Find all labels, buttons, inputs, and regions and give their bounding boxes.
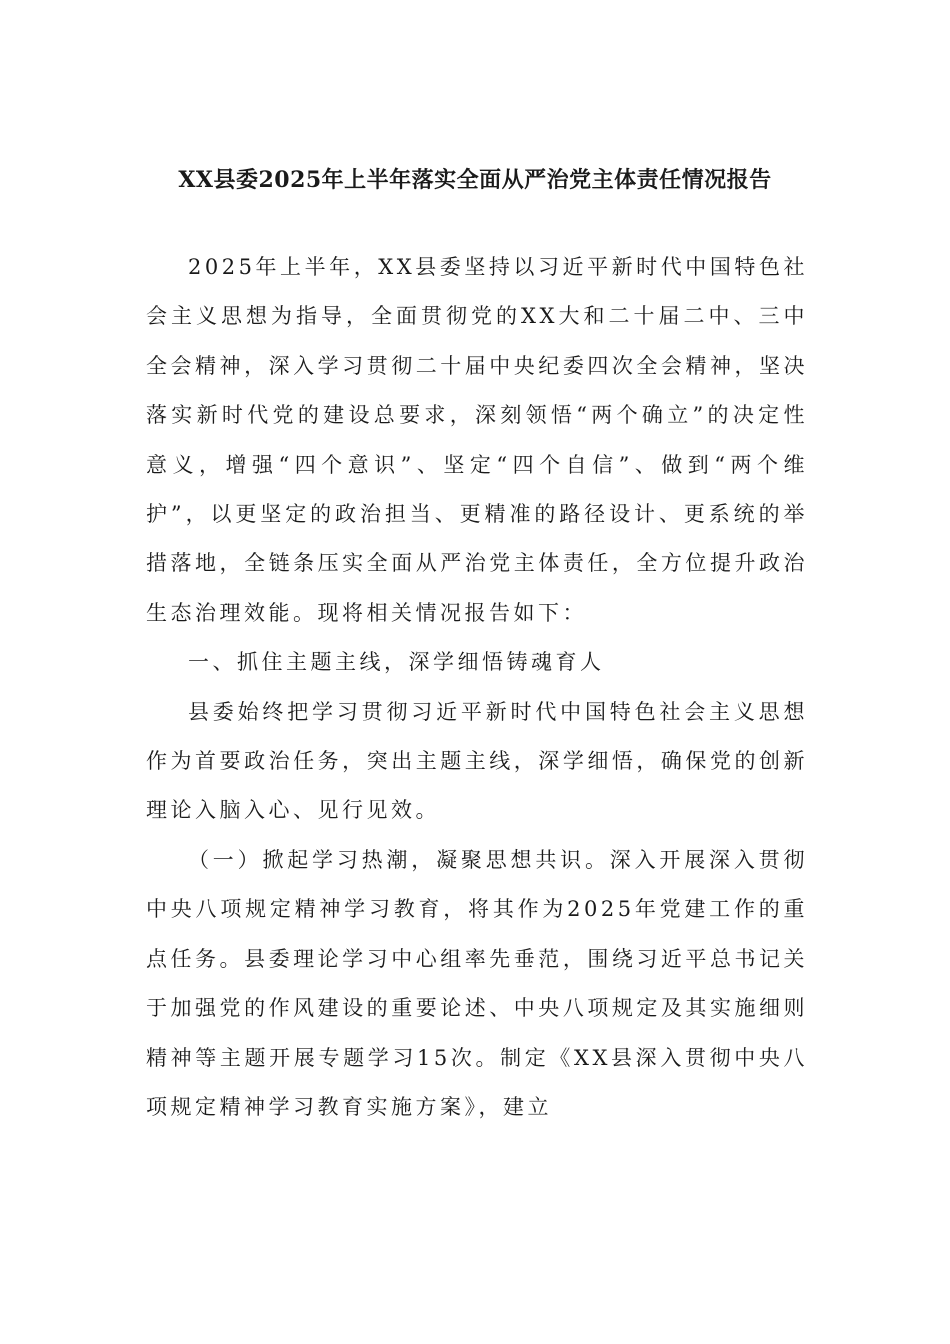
paragraph-subsection-1: （一）掀起学习热潮，凝聚思想共识。深入开展深入贯彻中央八项规定精神学习教育，将其作为2025年党建工作的重点任务。县委理论学习中心组率先垂范，围绕习近平总书记关于加强党的作风建设的重要论述、中央八项规定及其实施细则精神等主题开展专题学习15次。制定《XX县深入贯彻中央八项规定精神学习教育实施方案》，建立 [146,847,808,1119]
paragraph-section-1: 县委始终把学习贯彻习近平新时代中国特色社会主义思想作为首要政治任务，突出主题主线，深学细悟，确保党的创新理论入脑入心、见行见效。 [146,699,808,823]
section-heading-1: 一、抓住主题主线，深学细悟铸魂育人 [188,650,605,675]
paragraph-intro: 2025年上半年，XX县委坚持以习近平新时代中国特色社会主义思想为指导，全面贯彻党的XX大和二十届二中、三中全会精神，深入学习贯彻二十届中央纪委四次全会精神，坚决落实新时代党的建设总要求，深刻领悟“两个确立”的决定性意义，增强“四个意识”、坚定“四个自信”、做到“两个维护”，以更坚定的政治担当、更精准的路径设计、更系统的举措落地，全链条压实全面从严治党主体责任，全方位提升政治生态治理效能。现将相关情况报告如下： [146,255,808,625]
document-title: XX县委2025年上半年落实全面从严治党主体责任情况报告 [178,167,772,193]
document-body [146,243,808,1132]
